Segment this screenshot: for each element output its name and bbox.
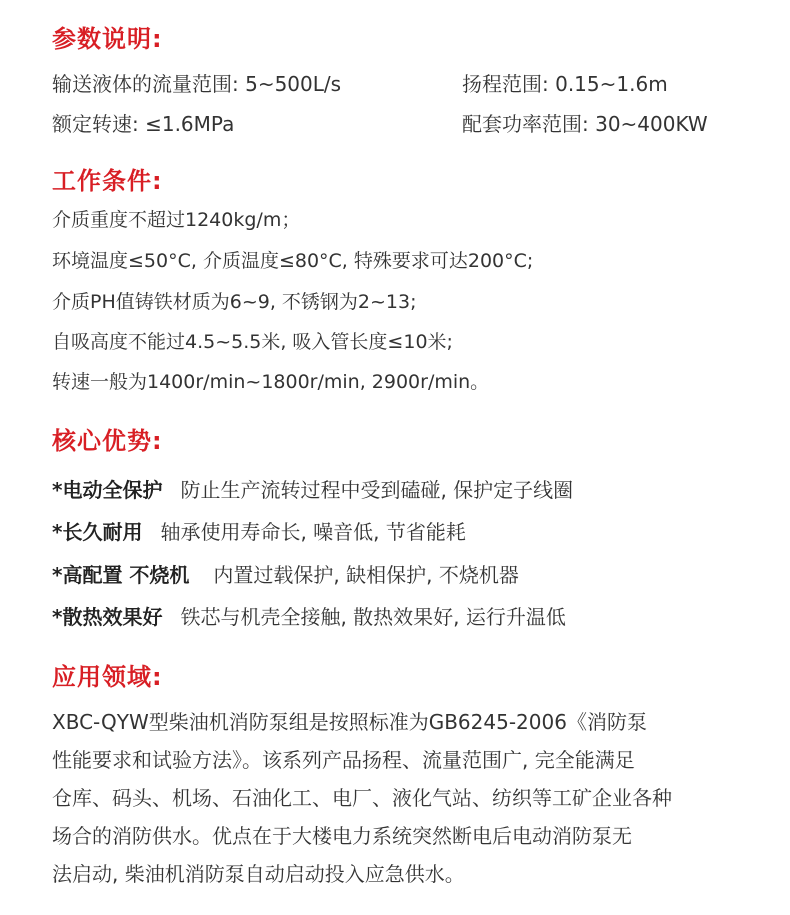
advantage-item bbox=[52, 518, 466, 546]
condition-line: 环境温度≤50°C, 介质温度≤80°C, 特殊要求可达200°C; bbox=[52, 250, 534, 272]
advantage-item bbox=[52, 561, 519, 589]
application-line: 性能要求和试验方法》。该系列产品扬程、流量范围广, 完全能满足 bbox=[52, 748, 635, 772]
condition-line: 介质PH值铸铁材质为6~9, 不锈钢为2~13; bbox=[52, 291, 417, 313]
advantage-desc: 铁芯与机壳全接触, 散热效果好, 运行升温低 bbox=[180, 605, 566, 629]
flow-range: 输送液体的流量范围: 5~500L/s bbox=[52, 72, 342, 96]
advantage-label: *散热效果好 bbox=[52, 605, 163, 629]
advantage-label: *长久耐用 bbox=[52, 520, 143, 544]
advantages-title: 核心优势: bbox=[52, 427, 163, 455]
power-range: 配套功率范围: 30~400KW bbox=[462, 112, 708, 136]
advantage-label: *电动全保护 bbox=[52, 478, 163, 502]
advantage-item bbox=[52, 476, 573, 504]
params-title: 参数说明: bbox=[52, 25, 163, 53]
advantage-label: *高配置 不烧机 bbox=[52, 563, 190, 587]
application-line: 法启动, 柴油机消防泵自动启动投入应急供水。 bbox=[52, 862, 465, 886]
conditions-title: 工作条件: bbox=[52, 167, 163, 195]
application-line: XBC-QYW型柴油机消防泵组是按照标准为GB6245-2006《消防泵 bbox=[52, 710, 647, 734]
application-title: 应用领域: bbox=[52, 663, 163, 691]
rated-speed: 额定转速: ≤1.6MPa bbox=[52, 112, 235, 136]
application-line: 仓库、码头、机场、石油化工、电厂、液化气站、纺织等工矿企业各种 bbox=[52, 786, 672, 810]
advantage-item bbox=[52, 603, 566, 631]
condition-line: 介质重度不超过1240kg/m； bbox=[52, 209, 301, 231]
advantage-desc: 轴承使用寿命长, 噪音低, 节省能耗 bbox=[160, 520, 466, 544]
condition-line: 自吸高度不能过4.5~5.5米, 吸入管长度≤10米; bbox=[52, 331, 453, 353]
head-range: 扬程范围: 0.15~1.6m bbox=[462, 72, 668, 96]
condition-line: 转速一般为1400r/min~1800r/min, 2900r/min。 bbox=[52, 371, 490, 393]
application-line: 场合的消防供水。优点在于大楼电力系统突然断电后电动消防泵无 bbox=[52, 824, 632, 848]
advantage-desc: 防止生产流转过程中受到磕碰, 保护定子线圈 bbox=[180, 478, 574, 502]
advantage-desc: 内置过载保护, 缺相保护, 不烧机器 bbox=[213, 563, 519, 587]
application-paragraph bbox=[52, 703, 752, 893]
